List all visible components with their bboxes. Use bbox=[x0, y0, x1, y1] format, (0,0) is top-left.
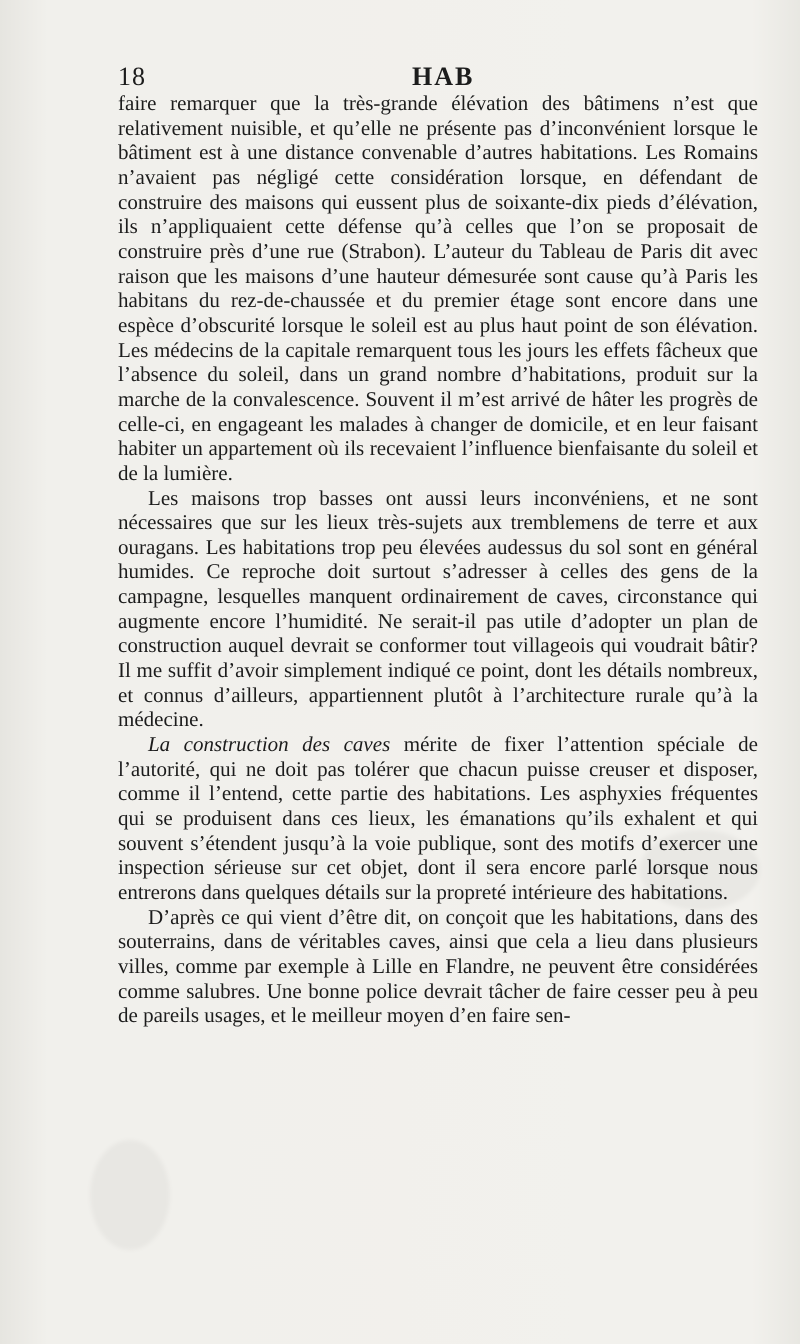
page-number: 18 bbox=[118, 62, 146, 91]
paragraph-2: Les maisons trop basses ont aussi leurs inconvéniens, et ne sont nécessaires que sur les lieux très-sujets aux tremblemens de terre et aux ouragans. Les habitations trop peu élevées audessus du sol sont en général humides. Ce reproche doit surtout s’adresser à celles des gens de la campagne, lesquelles manquent ordinairement de caves, circonstance qui augmente encore l’humidité. Ne serait-il pas utile d’adopter un plan de construction auquel devrait se conformer tout villageois qui voudrait bâtir? Il me suffit d’avoir simplement indiqué ce point, dont les détails nombreux, et connus d’ailleurs, appartiennent plutôt à l’architecture rurale qu’à la médecine. bbox=[118, 485, 758, 732]
body-text bbox=[118, 91, 758, 1028]
paragraph-4: D’après ce qui vient d’être dit, on conçoit que les habitations, dans des souterrains, dans de véritables caves, ainsi que cela a lieu dans plusieurs villes, comme par exemple à Lille en Flandre, ne peuvent être considérées comme salubres. Une bonne police devrait tâcher de faire cesser peu à peu de pareils usages, et le meilleur moyen d’en faire sen- bbox=[118, 904, 758, 1028]
paragraph-3 bbox=[118, 732, 758, 905]
paragraph-3-text: mérite de fixer l’attention spéciale de l’autorité, qui ne doit pas tolérer que chacun puisse creuser et disposer, comme il l’entend, cette partie des habitations. Les asphyxies fréquentes qui se produisent dans ces lieux, les émanations qu’ils exhalent et qui souvent s’étendent jusqu’à la voie publique, sont des motifs d’exercer une inspection sérieuse sur cet objet, dont il sera encore parlé lorsque nous entrerons dans quelques détails sur la propreté intérieure des habitations. bbox=[118, 732, 758, 904]
running-title: HAB bbox=[412, 62, 475, 91]
running-head bbox=[118, 62, 758, 92]
italic-phrase: La construction des caves bbox=[148, 732, 391, 757]
paper-stain bbox=[90, 1140, 170, 1250]
paragraph-1: faire remarquer que la très-grande élévation des bâtimens n’est que relativement nuisible, et qu’elle ne présente pas d’inconvénient lorsque le bâtiment est à une distance convenable d’autres habitations. Les Romains n’avaient pas négligé cette considération lorsque, en défendant de construire des maisons qui eussent plus de soixante-dix pieds d’élévation, ils n’appliquaient cette défense qu’à celles que l’on se proposait de construire près d’une rue (Strabon). L’auteur du Tableau de Paris dit avec raison que les maisons d’une hauteur démesurée sont cause qu’à Paris les habitans du rez-de-chaussée et du premier étage sont encore dans une espèce d’obscurité lorsque le soleil est au plus haut point de son élévation. Les médecins de la capitale remarquent tous les jours les effets fâcheux que l’absence du soleil, dans un grand nombre d’habitations, produit sur la marche de la convalescence. Souvent il m’est arrivé de hâter les progrès de celle-ci, en engageant les malades à changer de domicile, et en leur faisant habiter un appartement où ils recevaient l’influence bienfaisante du soleil et de la lumière. bbox=[118, 91, 758, 485]
